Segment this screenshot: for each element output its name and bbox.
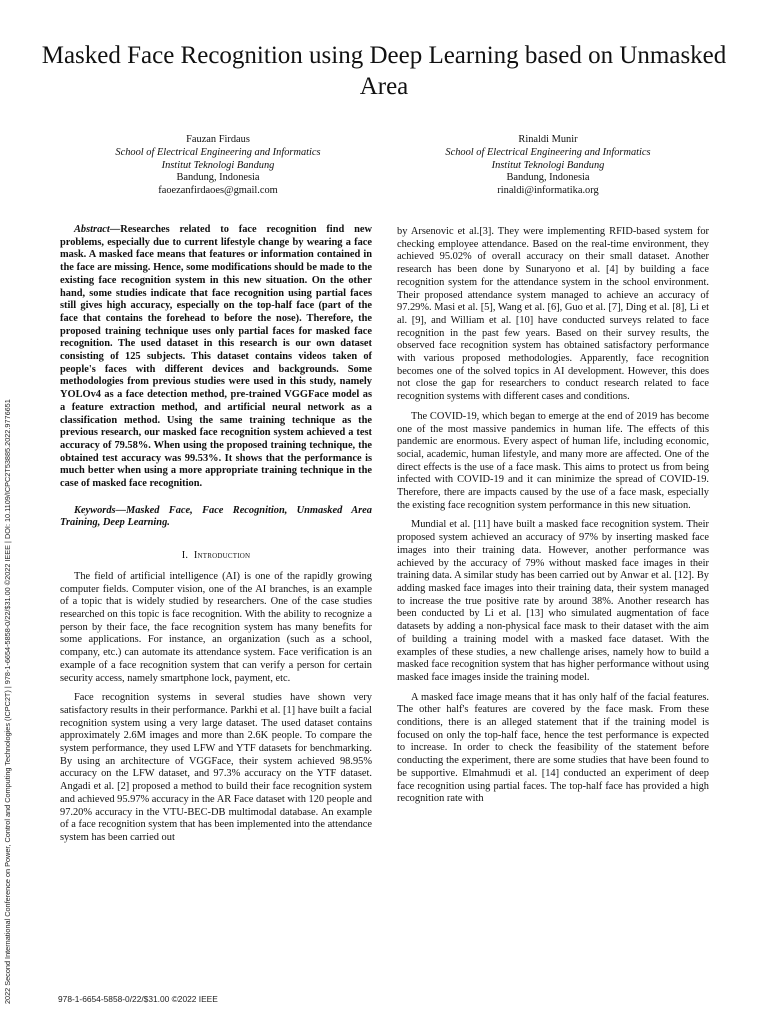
author-name: Rinaldi Munir <box>518 134 578 145</box>
body-paragraph-2: The COVID-19, which began to emerge at the end of 2019 has become one of the most massive pandemics in human life. The effects of this pandemic are enormous. Every aspect of human life, including economic, social, academic, human lifestyle, and many more are affected. One of the direct effects is the use of a face mask. This aims to protect us from being infected with COVID-19 and it can minimize the spread of COVID-19. Therefore, there are impacts caused by the use of a face mask, especially the existing face recognition system performance in this new situation. <box>397 410 709 511</box>
author-institution: Institut Teknologi Bandung <box>491 159 605 171</box>
section-number: I. <box>181 550 189 562</box>
body-paragraph-3: Mundial et al. [11] have built a masked face recognition system. Their proposed system achieved an accuracy of 97% by inserting masked face images into their training data. However, another performance was achieved by the accuracy of 79% without masked face images in their training data. A similar study has been carried out by Anwar et al. [12]. By adding masked face images into their training data, their system managed to increase the true positive rate by around 38%. Another research has been conducted by Li et al. [13] who simulated augmentation of face datasets by adding a non-physical face mask to their dataset with the aim of building a training model with a masked face dataset. With the examples of these studies, a new challenge arises, namely how to build a masked face recognition system that has higher performance without using masked face images inside the training model. <box>397 519 709 683</box>
paper-title: Masked Face Recognition using Deep Learning based on Unmasked Area <box>41 42 727 100</box>
intro-paragraph-2: Face recognition systems in several studies have shown very satisfactory results in their performance. Parkhi et al. [1] have built a facial recognition system using a very large dataset. The used dataset contains approximately 2.6M images and more than 2.6K people. To compare the system performance, they used LFW and YTF datasets for benchmarking. By using an architecture of VGGFace, their system achieved 98.95% accuracy on the LFW dataset, and 97.3% accuracy on the YTF dataset. Angadi et al. [2] proposed a method to build their face recognition system and achieved 95.97% accuracy in the AR Face dataset with 120 people and 97.20% accuracy in the VTU-BEC-DB multimodal database. An example of a face recognition system that has been implemented into the attendance system has been carried out <box>60 692 372 843</box>
author-name: Fauzan Firdaus <box>186 134 250 145</box>
abstract-text: Researches related to face recognition find new problems, especially due to current lifestyle change by wearing a face mask. A masked face means that features or information contained in the face are missing. Hence, some modifications should be made to the existing face recognition system in this new situation. On the other hand, some studies indicate that face recognition using partial faces still gives high accuracy, especially on the top-half face (part of the face that contains the forehead to before the nose). Therefore, the proposed training technique uses only partial faces for masked face recognition. The used dataset in this research is our own dataset consisting of 125 subjects. This dataset contains videos taken of people's faces with different devices and backgrounds. Some methodologies from previous studies were used in this study, namely YOLOv4 as a face detection method, pre-trained VGGFace model as a feature extraction method, and artificial neural network as a classification method. Using the same training technique as the previous research, our masked face recognition system achieved a test accuracy of 79.58%. When using the proposed training technique, the obtained test accuracy was 99.53%. It shows that the performance is much better when using a more appropriate training technique in the case of masked face recognition. <box>60 224 372 490</box>
keywords: Keywords—Masked Face, Face Recognition, Unmasked Area Training, Deep Learning. <box>60 504 372 529</box>
intro-paragraph-1: The field of artificial intelligence (AI) is one of the rapidly growing computer fields. Computer vision, one of the AI branches, is an example of a topic that is widely studied by researchers. One of the case studies researched on this topic is face recognition. With the ability to recognize a person by their face, the face recognition system has many benefits for some applications. For instance, an organization (such as a school, company, etc.) can automate its attendance system. Face verification is an example of a face recognition system that can verify a person for certain security access, namely smartphone lock, payment, etc. <box>60 570 372 684</box>
keywords-label: Keywords <box>74 504 116 516</box>
author-institution: Institut Teknologi Bandung <box>161 159 275 171</box>
abstract: Abstract—Researches related to face recognition find new problems, especially due to current lifestyle change by wearing a face mask. A masked face means that features or information contained in the face are missing. Hence, some modifications should be made to the existing face recognition system in this new situation. On the other hand, some studies indicate that face recognition using partial faces still gives high accuracy, especially on the top-half face (part of the face that contains the forehead to before the nose). Therefore, the proposed training technique uses only partial faces for masked face recognition. The used dataset in this research is our own dataset consisting of 125 subjects. This dataset contains videos taken of people's faces with different devices and backgrounds. Some methodologies from previous studies were used in this study, namely YOLOv4 as a face detection method, pre-trained VGGFace model as a feature extraction method, and artificial neural network as a classification method. Using the same training technique as the previous research, our masked face recognition system achieved a test accuracy of 79.58%. When using the proposed training technique, the obtained test accuracy was 99.53%. It shows that the performance is much better when using a more appropriate training technique in the case of masked face recognition. <box>60 224 372 490</box>
author-block-1 <box>73 134 363 198</box>
right-column <box>397 226 709 806</box>
author-block-2 <box>403 134 693 198</box>
body-paragraph-1: by Arsenovic et al.[3]. They were implementing RFID-based system for checking employee attendance. Based on the real-time environment, they achieved 95.02% of overall accuracy on their small dataset. Another research has been done by Sunaryono et al. [4] by building a face recognition system for the attendance system in the school environment. Their proposed attendance system managed to achieve an accuracy of 97.29%. Masi et al. [5], Wang et al. [6], Guo et al. [7], Ding et al. [8], Li et al. [9], and William et al. [10] have conducted surveys related to face recognition in the past few years. Based on their survey results, the observed face recognition system has obtained satisfactory performance with various proposed methodologies. Apparently, face recognition becomes one of the solved topics in AI development. However, this does not close the gap for researchers to conduct research related to face recognition systems with different cases and conditions. <box>397 226 709 403</box>
author-location: Bandung, Indonesia <box>506 172 590 184</box>
abstract-label: Abstract <box>74 224 110 235</box>
author-email: rinaldi@informatika.org <box>497 185 599 197</box>
author-email: faoezanfirdaoes@gmail.com <box>158 185 278 197</box>
author-department: School of Electrical Engineering and Informatics <box>445 146 651 158</box>
author-location: Bandung, Indonesia <box>176 172 260 184</box>
copyright-footer: 978-1-6654-5858-0/22/$31.00 ©2022 IEEE <box>58 994 218 1004</box>
keywords-text: Masked Face, Face Recognition, Unmasked Area Training, Deep Learning. <box>60 504 372 529</box>
section-title: Introduction <box>193 550 251 562</box>
author-department: School of Electrical Engineering and Informatics <box>115 146 321 158</box>
left-column <box>60 224 372 845</box>
body-paragraph-4: A masked face image means that it has only half of the facial features. The other half's features are covered by the face mask. From these conditions, there is an alleged statement that if the training model is focused on only the top-half face, hence the test performance is expected to increase. In order to check the feasibility of the statement before conducting the experiment, there are some studies that have been found to be supportive. Elmahmudi et al. [14] conducted an experiment of deep face recognition using partial faces. The top-half face has provided a high recognition rate with <box>397 691 709 805</box>
section-heading-introduction <box>60 550 372 563</box>
doi-sidebar: 2022 Second International Conference on Power, Control and Computing Technologies (ICPC2T) | 978-1-6654-5858-0/22/$31.00 ©2022 IEEE | DOI: 10.1109/ICPC2T53885.2022.9776651 <box>3 399 12 1004</box>
